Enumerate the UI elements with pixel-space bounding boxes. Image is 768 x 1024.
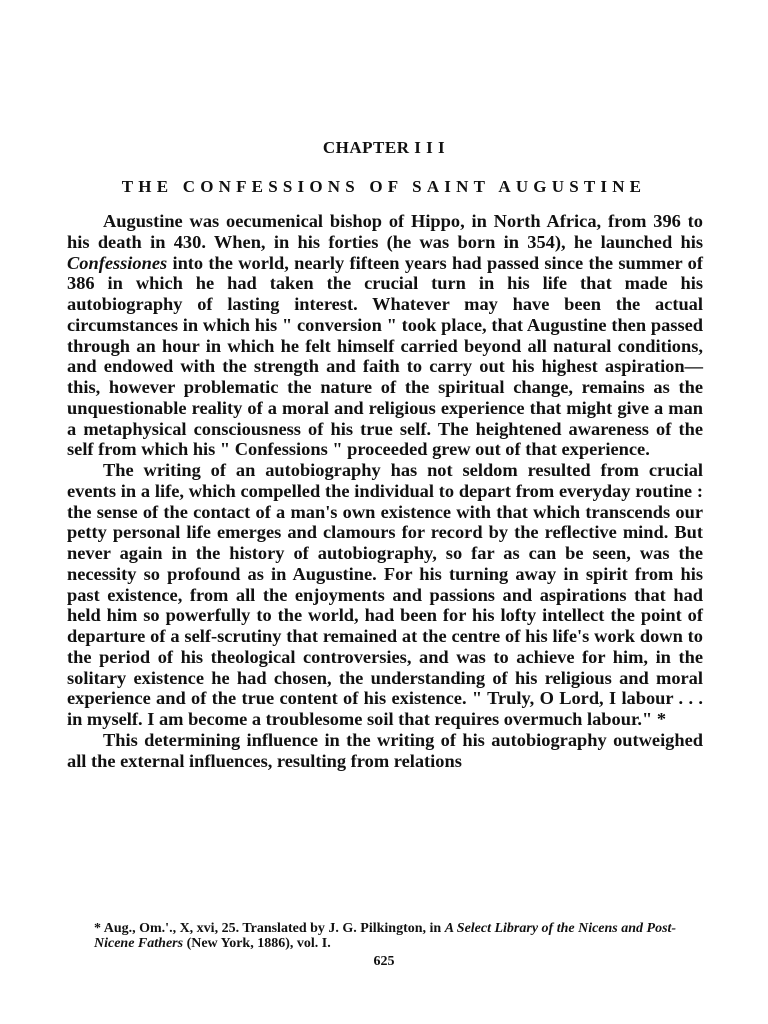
paragraph-1-text-end: into the world, nearly fifteen years had passed since the summer of 386 in which he had taken the crucial turn in his life that made his autobiography of lasting interest. Whatever may have been the actual circumstances in which his " conversion " took place, that Augustine then passed through an hour in which he felt himself carried beyond all natural conditions, and endowed with the strength and faith to carry out his highest aspiration—this, however problematic the nature of the spiritual change, remains as the unquestionable reality of a moral and religious experience that might give a man a metaphysical consciousness of his true self. The heightened awareness of the self from which his " Confessions " proceeded grew out of that experience. <box>67 252 703 460</box>
paragraph-2: The writing of an autobiography has not seldom resulted from crucial events in a life, which compelled the individual to depart from everyday routine : the sense of the contact of a man's own existence with that which transcends our petty personal life emerges and clamours for record by the reflective mind. But never again in the history of autobiography, so far as can be seen, was the necessity so profound as in Augustine. For his turning away in spirit from his past existence, from all the enjoyments and passions and aspirations that had held him so powerfully to the world, had been for his lofty intellect the point of departure of a self-scrutiny that remained at the centre of his life's work down to the period of his theological controversies, and was to achieve for him, in the solitary existence he had chosen, the understanding of his religious and moral experience and of the true content of his existence. " Truly, O Lord, I labour . . . in myself. I am become a troublesome soil that requires overmuch labour." * <box>67 460 703 729</box>
footnote-citation: * Aug., Om.'., X, xvi, 25. Translated by J. G. Pilkington, in <box>94 921 445 936</box>
confessiones-title: Confessiones <box>67 252 168 273</box>
paragraph-1-text-start: Augustine was oecumenical bishop of Hippo, in North Africa, from 396 to his death in 430. When, in his forties (he was born in 354), he launched his <box>67 211 703 252</box>
paragraph-1 <box>67 211 703 460</box>
footnote-book-title: A Select Library of the Nicens and Post-Nicene Fathers <box>94 921 677 951</box>
chapter-heading: CHAPTER I I I <box>322 138 446 157</box>
footnote <box>62 921 708 951</box>
page-number: 625 <box>373 954 395 969</box>
body-text <box>67 211 703 771</box>
paragraph-3: This determining influence in the writing of his autobiography outweighed all the external influences, resulting from relations <box>67 729 703 771</box>
footnote-publication: (New York, 1886), vol. I. <box>183 936 331 951</box>
chapter-title: THE CONFESSIONS OF SAINT AUGUSTINE <box>121 177 647 196</box>
footnote-text <box>62 921 708 951</box>
